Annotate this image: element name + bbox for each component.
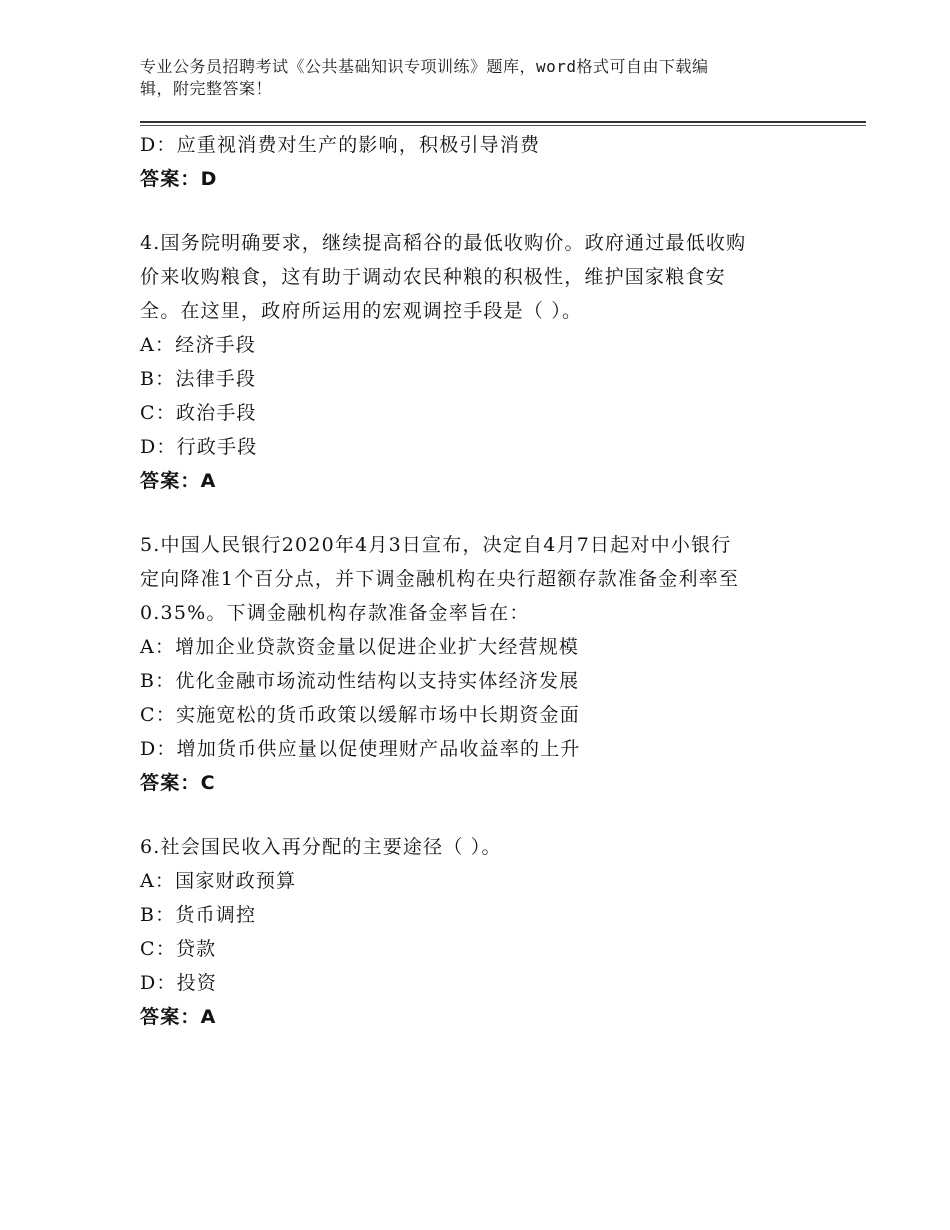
option-a: A：经济手段 (140, 334, 256, 356)
question-stem-line: 5.中国人民银行2020年4月3日宣布，决定自4月7日起对中小银行 (140, 534, 732, 556)
header-line-1: 专业公务员招聘考试《公共基础知识专项训练》题库，word格式可自由下载编 (140, 57, 709, 76)
option-b: B：法律手段 (140, 368, 257, 390)
option-b: B：优化金融市场流动性结构以支持实体经济发展 (140, 670, 580, 692)
option-d: D：增加货币供应量以促使理财产品收益率的上升 (140, 738, 581, 760)
question-stem-line: 价来收购粮食，这有助于调动农民种粮的积极性，维护国家粮食安 (140, 266, 726, 288)
question-stem-line: 全。在这里，政府所运用的宏观调控手段是（ ）。 (140, 300, 583, 322)
header-divider (140, 121, 866, 126)
header-line-2: 辑，附完整答案！ (140, 79, 273, 98)
option-b: B：货币调控 (140, 904, 257, 926)
page-header (140, 56, 800, 100)
option-c: C：贷款 (140, 938, 217, 960)
option-d: D：行政手段 (140, 436, 258, 458)
question-4 (140, 226, 840, 498)
option-c: C：政治手段 (140, 402, 257, 424)
answer-line: 答案：A (140, 470, 217, 492)
question-3-fragment (140, 128, 840, 196)
option-d: D：应重视消费对生产的影响，积极引导消费 (140, 134, 541, 156)
question-stem-line: 6.社会国民收入再分配的主要途径（ ）。 (140, 836, 502, 858)
answer-line: 答案：C (140, 772, 216, 794)
question-5 (140, 528, 840, 800)
option-c: C：实施宽松的货币政策以缓解市场中长期资金面 (140, 704, 580, 726)
question-stem-line: 4.国务院明确要求，继续提高稻谷的最低收购价。政府通过最低收购 (140, 232, 747, 254)
answer-line: 答案：A (140, 1006, 217, 1028)
option-a: A：国家财政预算 (140, 870, 297, 892)
document-body (140, 128, 840, 1034)
option-a: A：增加企业贷款资金量以促进企业扩大经营规模 (140, 636, 580, 658)
question-stem-line: 定向降准1个百分点，并下调金融机构在央行超额存款准备金利率至 (140, 568, 740, 590)
answer-line: 答案：D (140, 168, 218, 190)
option-d: D：投资 (140, 972, 218, 994)
question-stem-line: 0.35%。下调金融机构存款准备金率旨在： (140, 602, 530, 624)
question-6 (140, 830, 840, 1034)
